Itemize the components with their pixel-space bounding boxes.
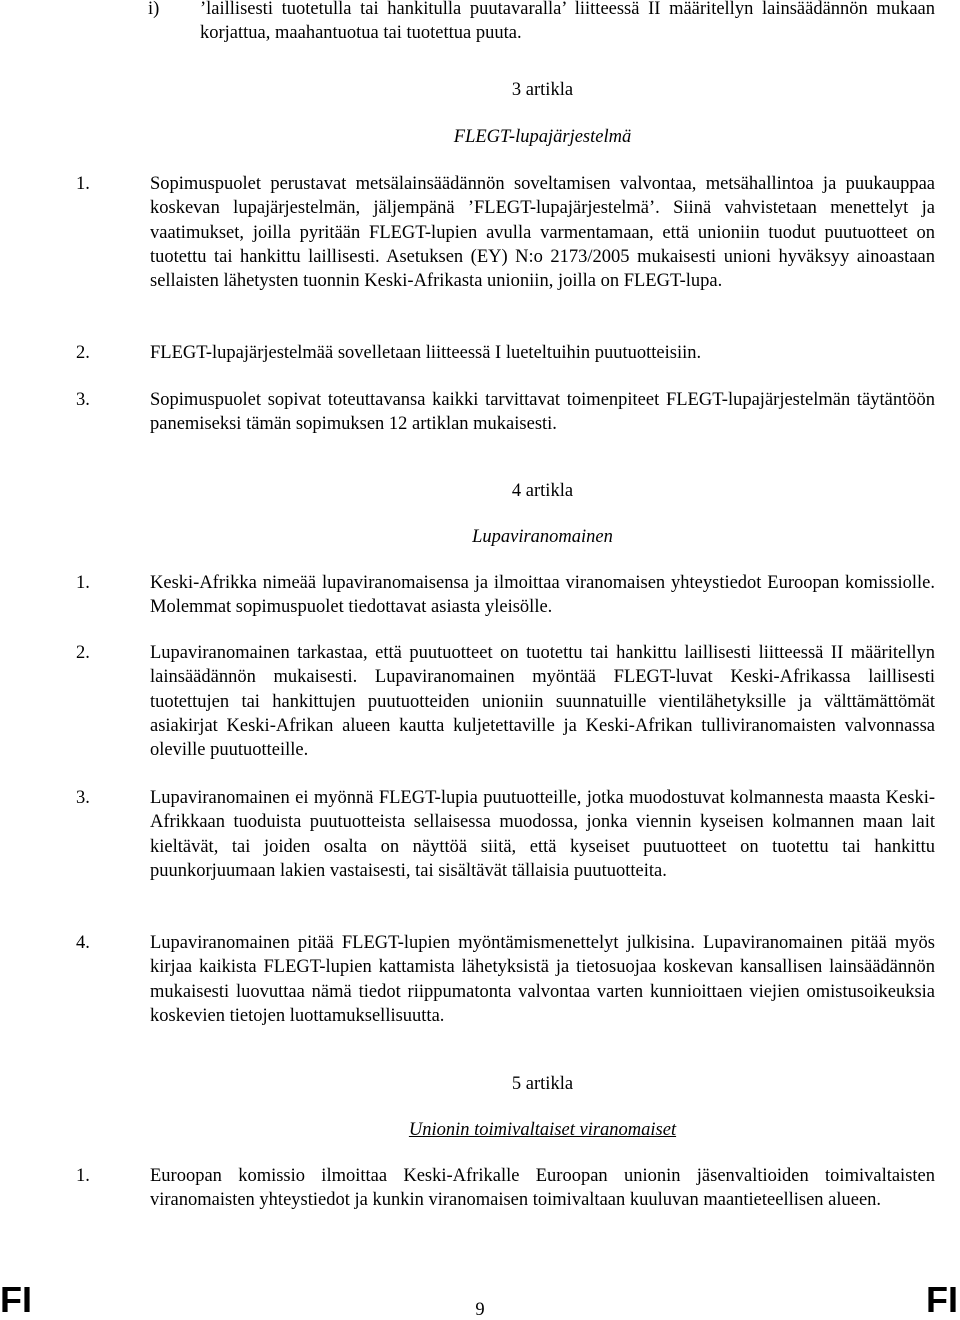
paragraph-number: 3.	[76, 390, 90, 410]
intro-item-marker: i)	[148, 0, 160, 19]
article-4-paragraph-4	[76, 931, 935, 1028]
article-4-paragraph-3	[76, 786, 935, 883]
article-3-title: FLEGT-lupajärjestelmä	[453, 127, 632, 147]
paragraph-text: Lupaviranomainen ei myönnä FLEGT-lupia puutuotteille, jotka muodostuvat kolmannesta maasta Keski-Afrikkaan tuoduista puutuotteista sellaisessa muodossa, jonka viennin kyseisen kolmannen maan lait kieltävät, tai joiden osalta on näyttöä siitä, että kyseiset puutuotteet on tuotettu tai hankittu puunkorjuumaan lakien vastaisesti, tai sisältävät tällaisia puutuotteita.	[150, 788, 935, 881]
article-5-title: Unionin toimivaltaiset viranomaiset	[408, 1120, 677, 1140]
paragraph-number: 1.	[76, 174, 90, 194]
article-3-paragraph-3	[76, 388, 935, 437]
article-3-paragraph-2	[76, 341, 935, 365]
paragraph-number: 2.	[76, 343, 90, 363]
article-5-paragraph-1	[76, 1164, 935, 1213]
paragraph-number: 4.	[76, 933, 90, 953]
paragraph-text: Lupaviranomainen pitää FLEGT-lupien myöntämismenettelyt julkisina. Lupaviranomainen pitää myös kirjaa kaikista FLEGT-lupien kattamista lähetyksistä ja tietosuojaa koskevan kansallisen lainsäädännön mukaisesti luovuttaa nämä tiedot riippumatonta valvontaa varten kunnioittaen viejien omistusoikeuksia koskevien tietojen luottamuksellisuutta.	[150, 933, 935, 1026]
intro-item-text: ’laillisesti tuotetulla tai hankitulla puutavaralla’ liitteessä II määritellyn lainsäädännön mukaan korjattua, maahantuotua tai tuotettua puuta.	[200, 0, 935, 44]
article-3-paragraph-1	[76, 172, 935, 293]
article-3-heading: 3 artikla	[511, 80, 574, 100]
article-4-paragraph-2	[76, 641, 935, 762]
footer-language-code-right: FI	[926, 1279, 958, 1320]
paragraph-number: 1.	[76, 573, 90, 593]
article-4-paragraph-1	[76, 571, 935, 620]
paragraph-text: Sopimuspuolet sopivat toteuttavansa kaikki tarvittavat toimenpiteet FLEGT-lupajärjestelmän täytäntöön panemiseksi tämän sopimuksen 12 artiklan mukaisesti.	[150, 390, 935, 435]
paragraph-text: Sopimuspuolet perustavat metsälainsäädännön soveltamisen valvontaa, metsähallintoa ja puukauppaa koskevan lupajärjestelmän, jäljempänä ’FLEGT-lupajärjestelmä’. Siinä vahvistetaan menettelyt ja vaatimukset, joilla pyritään FLEGT-lupien avulla varmentamaan, että unioniin tuodut puutuotteet on tuotettu tai hankittu laillisesti. Asetuksen (EY) N:o 2173/2005 mukaisesti unioni hyväksyy ainoastaan sellaisten lähetysten tuonnin Keski-Afrikasta unioniin, joilla on FLEGT-lupa.	[150, 174, 935, 292]
article-5-heading: 5 artikla	[511, 1074, 574, 1094]
paragraph-text: Lupaviranomainen tarkastaa, että puutuotteet on tuotettu tai hankittu laillisesti liitteessä II määritellyn lainsäädännön mukaisesti. Lupaviranomainen myöntää FLEGT-luvat Keski-Afrikassa laillisesti tuotettujen tai hankittujen puutuotteiden unioniin suunnatuille vientilähetyksille ja välttämättömät asiakirjat Keski-Afrikan alueen kautta kuljetettaville ja Keski-Afrikan tulliviranomaisten valvonnassa oleville puutuotteille.	[150, 643, 935, 761]
paragraph-number: 1.	[76, 1166, 90, 1186]
footer-page-number: 9	[475, 1300, 485, 1320]
paragraph-text: Keski-Afrikka nimeää lupaviranomaisensa ja ilmoittaa viranomaisen yhteystiedot Euroopan komissiolle. Molemmat sopimuspuolet tiedottavat asiasta yleisölle.	[150, 573, 935, 618]
paragraph-number: 3.	[76, 788, 90, 808]
article-4-heading: 4 artikla	[511, 481, 574, 501]
footer-language-code-left: FI	[0, 1279, 32, 1320]
article-4-title: Lupaviranomainen	[472, 527, 613, 547]
paragraph-text: Euroopan komissio ilmoittaa Keski-Afrikalle Euroopan unionin jäsenvaltioiden toimivaltaisten viranomaisten yhteystiedot ja kunkin viranomaisen toimivaltaan kuuluvan maantieteellisen alueen.	[150, 1166, 935, 1211]
paragraph-number: 2.	[76, 643, 90, 663]
intro-item	[150, 0, 935, 46]
paragraph-text: FLEGT-lupajärjestelmää sovelletaan liitteessä I lueteltuihin puutuotteisiin.	[150, 343, 702, 363]
